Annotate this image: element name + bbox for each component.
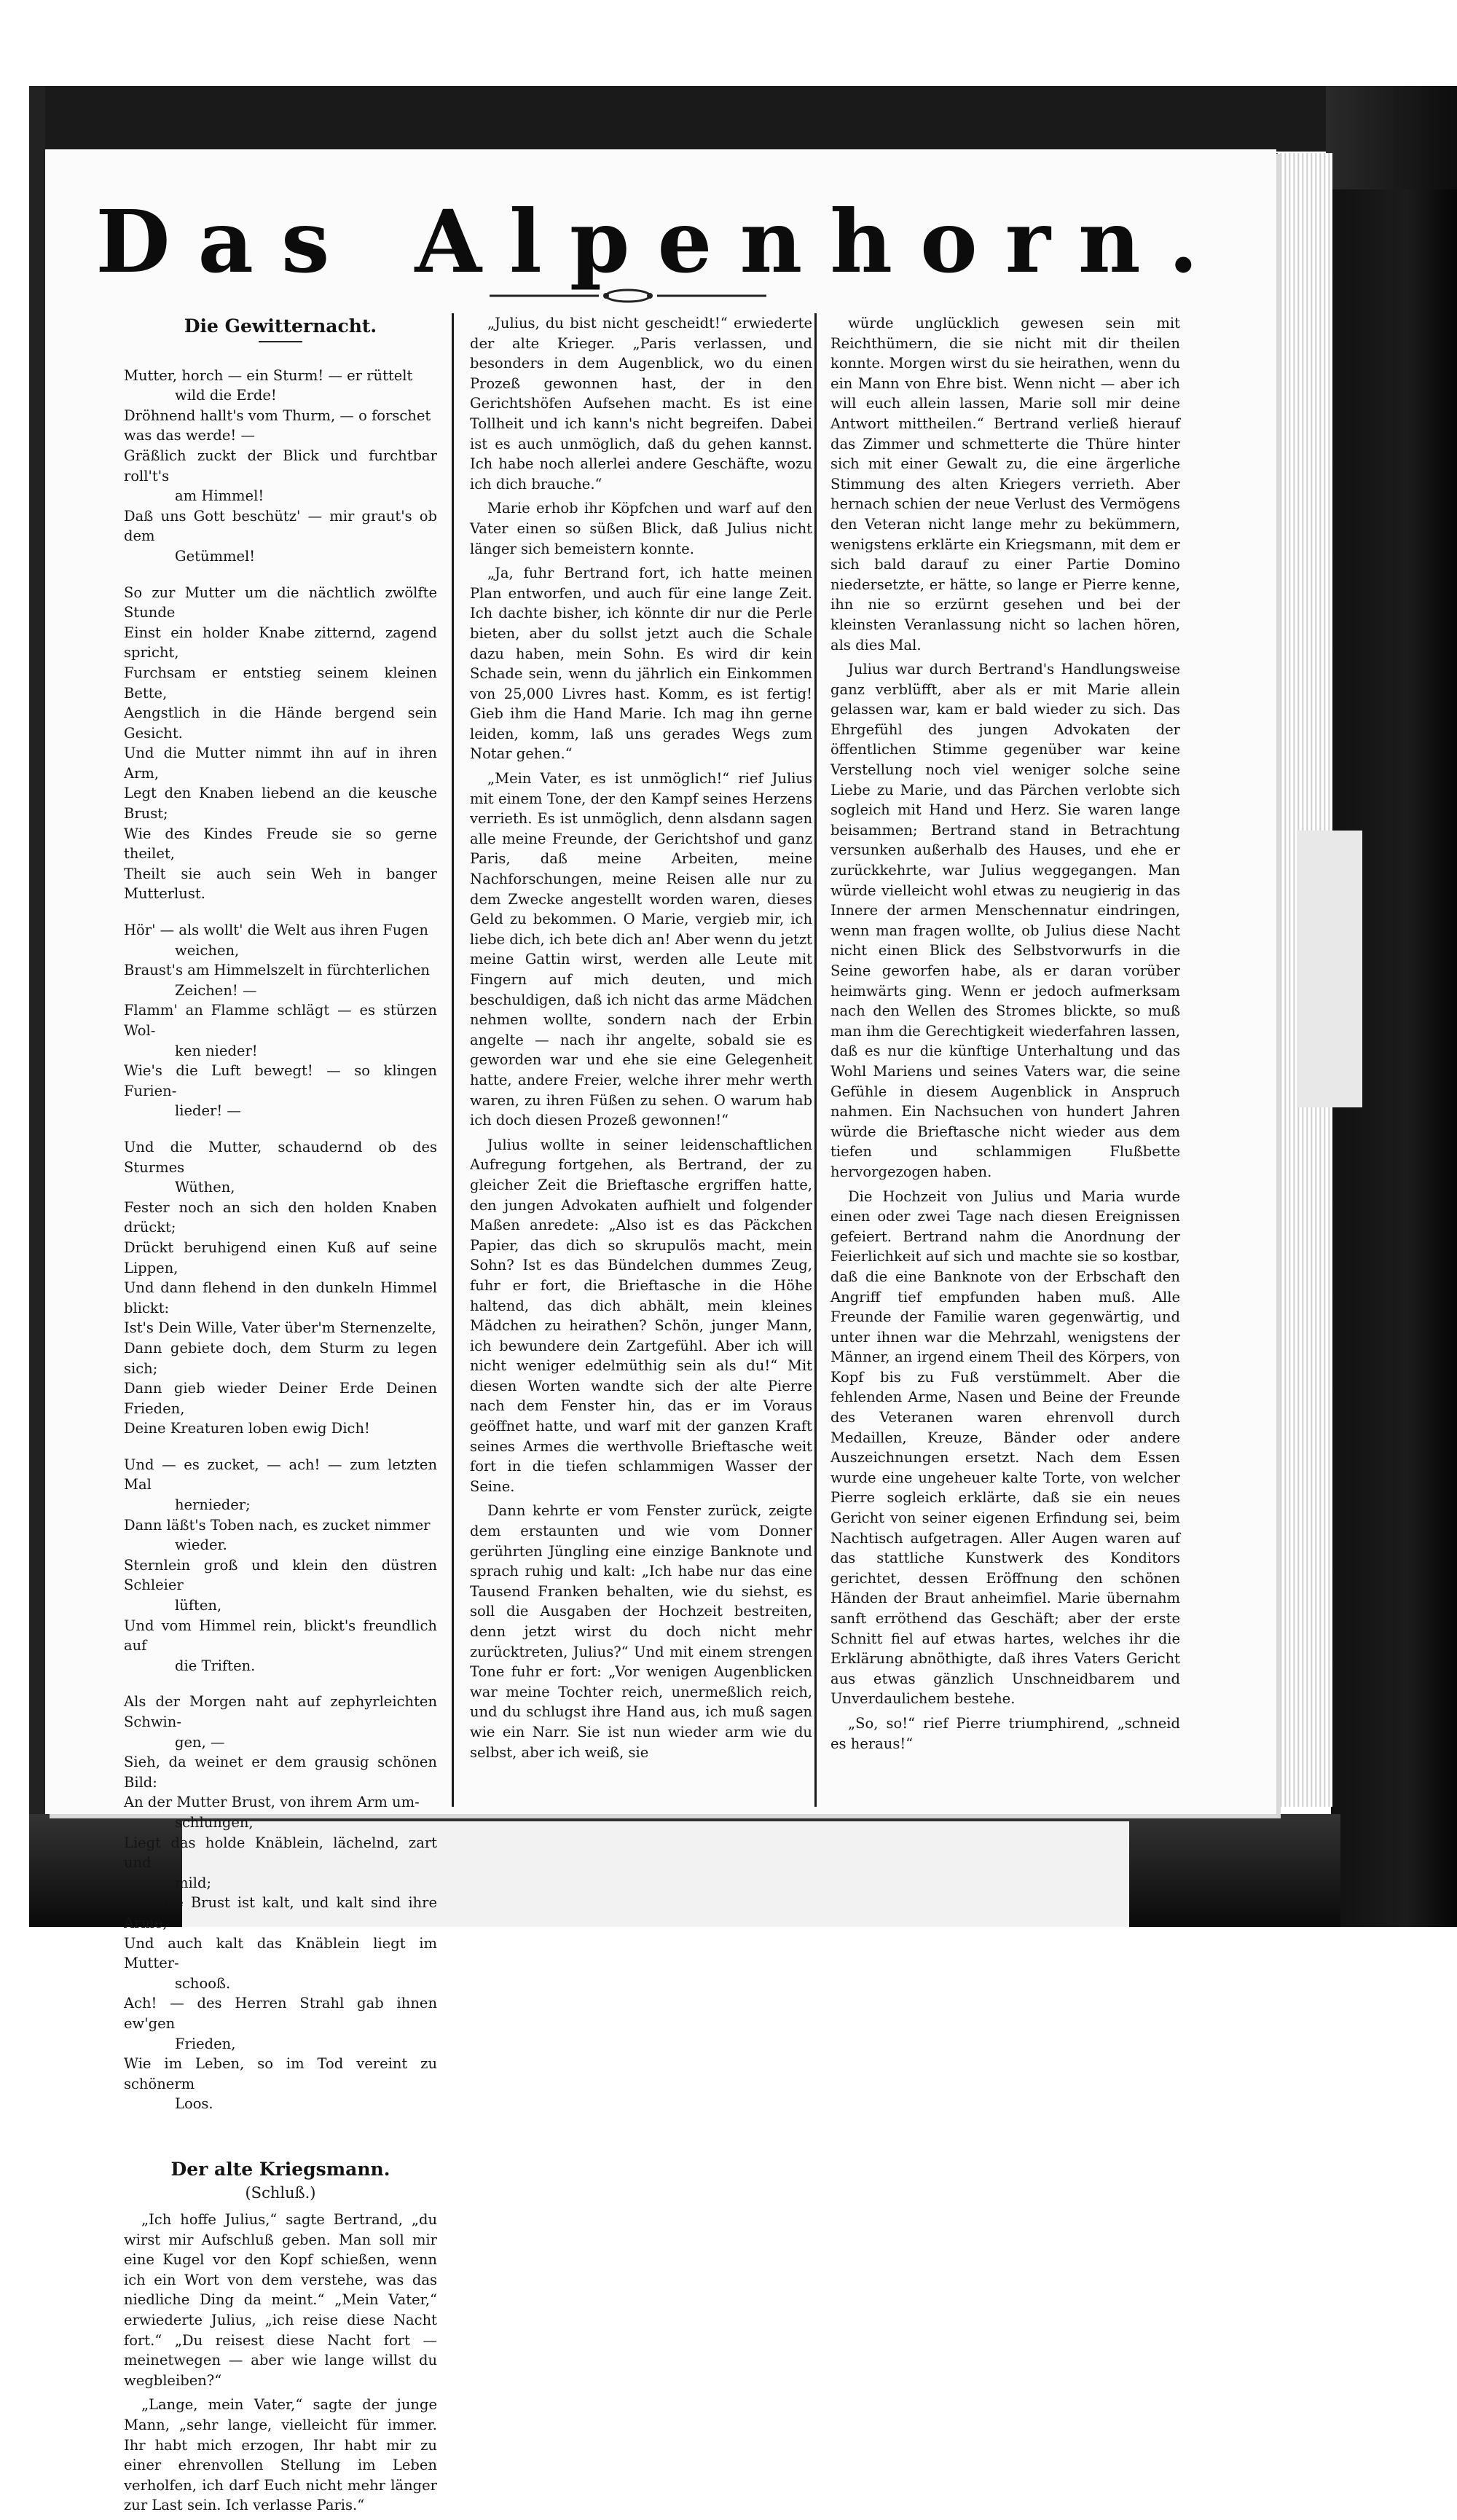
- scan-left-shadow: [29, 86, 45, 1907]
- poem-line: lieder! —: [175, 1102, 241, 1120]
- poem-line: lüften,: [175, 1597, 222, 1614]
- scan-top-shadow: [29, 86, 1326, 152]
- story-part-3: [830, 313, 1180, 1754]
- poem-line: Und — es zucket, — ach! — zum letzten Mal: [124, 1456, 437, 1493]
- column-2: [470, 313, 812, 1767]
- poem-line: am Himmel!: [175, 487, 264, 505]
- poem-line: Zeichen! —: [175, 981, 257, 999]
- poem-line: Und die Mutter nimmt ihn auf in ihren Arm,: [124, 745, 437, 782]
- poem-line: wild die Erde!: [175, 387, 277, 404]
- poem-stanza: [124, 1692, 437, 2113]
- poem-line: Frieden,: [175, 2035, 236, 2052]
- poem-line: wieder.: [175, 1536, 227, 1554]
- poem-stanza: [124, 1137, 437, 1439]
- poem-line: Sieh, da weinet er dem grausig schönen Bild:: [124, 1754, 437, 1791]
- poem-line: ken nieder!: [175, 1042, 258, 1059]
- poem-line: Daß uns Gott beschütz' — mir graut's ob dem: [124, 507, 437, 545]
- masthead-title: Das Alpenhorn.: [95, 191, 1226, 292]
- poem-line: weichen,: [175, 941, 240, 959]
- story-title: Der alte Kriegsmann.: [170, 2158, 390, 2180]
- title-underline: [259, 341, 302, 342]
- poem-line: Liegt das holde Knäblein, lächelnd, zart und: [124, 1834, 437, 1872]
- poem-stanza: [124, 920, 437, 1121]
- story-paragraph: Julius wollte in seiner leidenschaftlichen Aufregung fortgehen, als Bertrand, der zu gleicher Zeit die Brieftasche ergriffen hatte, den jungen Advokaten aufhielt und folgender Maßen anredete: „Also ist es das Päckchen Papier, das dich so skrupulös macht, mein Sohn? Ist es das Bündelchen dummes Zeug, fuhr er fort, die Brieftasche in die Höhe haltend, das dich abhält, mein kleines Mädchen zu heirathen? Schön, junger Mann, ich bewundere dein Zartgefühl. Aber ich will nicht weniger edelmüthig sein als du!“ Mit diesen Worten wandte sich der alte Pierre nach dem Fenster hin, das er im Voraus geöffnet hatte, und warf mit der ganzen Kraft seines Armes die werthvolle Brieftasche weit fort in die tiefen schlammigen Wasser der Seine.: [470, 1136, 812, 1495]
- poem-line: Wie im Leben, so im Tod vereint zu schönerm: [124, 2055, 437, 2092]
- story-paragraph: „Ich hoffe Julius,“ sagte Bertrand, „du wirst mir Aufschluß geben. Man soll mir eine Kugel vor den Kopf schießen, wenn ich ein Wort von dem verstehe, was das niedliche Ding da meint.“ „Mein Vater,“ erwiederte Julius, „ich reise diese Nacht fort.“ „Du reisest diese Nacht fort — meinetwegen — aber wie lange willst du wegbleiben?“: [124, 2211, 437, 2389]
- story-paragraph: „Lange, mein Vater,“ sagte der junge Mann, „sehr lange, vielleicht für immer. Ihr habt mich erzogen, Ihr habt mir zu einer ehrenvollen Stellung im Leben verholfen, ich darf Euch nicht mehr länger zur Last sein. Ich verlasse Paris.“: [124, 2396, 437, 2514]
- poem-stanza: [124, 583, 437, 905]
- poem-line: Dann läßt's Toben nach, es zucket nimmer: [124, 1516, 431, 1534]
- column-1: [124, 313, 437, 2520]
- scan-background: [0, 0, 1457, 91]
- page-clip: [1297, 831, 1362, 1107]
- poem-line: schlungen,: [175, 1813, 254, 1831]
- poem-stanza: [124, 1455, 437, 1676]
- poem-line: Und die Brust ist kalt, und kalt sind ihre Arme,: [124, 1894, 437, 1931]
- poem-line: An der Mutter Brust, von ihrem Arm um-: [124, 1794, 420, 1811]
- poem-line: die Triften.: [175, 1657, 256, 1674]
- poem-stanza: [124, 366, 437, 567]
- poem-line: Getümmel!: [175, 547, 256, 565]
- poem-line: hernieder;: [175, 1496, 251, 1514]
- poem-line: mild;: [175, 1874, 212, 1891]
- poem-line: Wie's die Luft bewegt! — so klingen Furien-: [124, 1062, 437, 1099]
- column-3: [830, 313, 1180, 1758]
- story-subtitle: (Schluß.): [245, 2184, 316, 2202]
- poem-line: Ist's Dein Wille, Vater über'm Sternenzelte,: [124, 1319, 436, 1337]
- poem-line: Und auch kalt das Knäblein liegt im Mutter-: [124, 1934, 437, 1972]
- poem-line: Mutter, horch — ein Sturm! — er rüttelt: [124, 366, 413, 384]
- poem-line: Dann gieb wieder Deiner Erde Deinen Frieden,: [124, 1380, 437, 1417]
- poem-line: Theilt sie auch sein Weh in banger Mutterlust.: [124, 865, 437, 903]
- story-paragraph: Marie erhob ihr Köpfchen und warf auf den Vater einen so süßen Blick, daß Julius nicht länger sich bemeistern konnte.: [470, 500, 812, 557]
- poem-title: Die Gewitternacht.: [184, 315, 377, 337]
- poem-line: Dann gebiete doch, dem Sturm zu legen sich;: [124, 1339, 437, 1377]
- poem-line: Wie des Kindes Freude sie so gerne theilet,: [124, 825, 437, 863]
- poem-body: [124, 366, 437, 2114]
- story-paragraph: Dann kehrte er vom Fenster zurück, zeigte dem erstaunten und wie vom Donner gerührten Jüngling eine einzige Banknote und sprach ruhig und kalt: „Ich habe nur das eine Tausend Franken behalten, wie du siehst, es soll die Ausgaben der Hochzeit bestreiten, denn jetzt wirst du doch nicht mehr zurücktreten, Julius?“ Und mit einem strengen Tone fuhr er fort: „Vor wenigen Augenblicken war meine Tochter reich, unermeßlich reich, und du schlugst ihre Hand aus, ich muß sagen wie ein Narr. Sie ist nun wieder arm wie du selbst, aber ich weiß, sie: [470, 1502, 812, 1761]
- poem-line: Hör' — als wollt' die Welt aus ihren Fugen: [124, 922, 428, 939]
- poem-line: Einst ein holder Knabe zitternd, zagend spricht,: [124, 624, 437, 662]
- poem-line: Gräßlich zuckt der Blick und furchtbar roll't's: [124, 447, 437, 484]
- poem-line: Wüthen,: [175, 1179, 235, 1196]
- poem-line: was das werde! —: [124, 427, 255, 444]
- poem-line: Ach! — des Herren Strahl gab ihnen ew'gen: [124, 1995, 437, 2032]
- poem-line: Braust's am Himmelszelt in fürchterlichen: [124, 962, 430, 979]
- poem-line: Dröhnend hallt's vom Thurm, — o forschet: [124, 407, 431, 424]
- poem-line: Sternlein groß und klein den düstren Schleier: [124, 1556, 437, 1594]
- story-paragraph: „Julius, du bist nicht gescheidt!“ erwiederte der alte Krieger. „Paris verlassen, und besonders in dem Augenblick, wo du einen Prozeß gewonnen hast, der in den Gerichtshöfen Aufsehen macht. Es ist eine Tollheit und ich kann's nicht begreifen. Dabei ist es auch unmöglich, daß du gehen kannst. Ich habe noch allerlei andere Geschäfte, wozu ich dich brauche.“: [470, 315, 812, 492]
- poem-line: Aengstlich in die Hände bergend sein Gesicht.: [124, 704, 437, 742]
- poem-line: Als der Morgen naht auf zephyrleichten Schwin-: [124, 1693, 437, 1730]
- poem-line: Legt den Knaben liebend an die keusche Brust;: [124, 785, 437, 823]
- story-part-1: [124, 2210, 437, 2516]
- column-rule: [814, 313, 817, 1807]
- story-paragraph: „Mein Vater, es ist unmöglich!“ rief Julius mit einem Tone, der den Kampf seines Herzens verrieth. Es ist unmöglich, denn alsdann sagen alle meine Freunde, der Gerichtshof und ganz Paris, daß meine Arbeiten, meine Nachforschungen, meine Reisen alle nur zu dem Zwecke angestellt worden waren, dieses Geld zu bekommen. O Marie, vergieb mir, ich liebe dich, ich bete dich an! Aber wenn du jetzt meine Gattin wirst, werden alle Leute mit Fingern auf mich deuten, und mich beschuldigen, daß ich nicht das arme Mädchen nehmen wollte, sondern nach der Erbin angelte — nach ihr angelte, sobald sie es geworden war und ehe sie eine Gelegenheit hatte, andere Freier, welche ihrer mehr werth waren, zu ihren Füßen zu sehen. O warum hab ich doch diesen Prozeß gewonnen!“: [470, 770, 812, 1129]
- story-paragraph: „Ja, fuhr Bertrand fort, ich hatte meinen Plan entworfen, und auch für eine lange Zeit. Ich dachte bisher, ich könnte dir nur die Perle bieten, aber du sollst jetzt auch die Schale dazu haben, mein Sohn. Es wird dir kein Schade sein, wenn du jährlich ein Einkommen von 25,000 Livres hast. Komm, es ist fertig! Gieb ihm die Hand Marie. Ich mag ihn gerne leiden, komm, laß uns gerades Wegs zum Notar gehen.“: [470, 565, 812, 763]
- ornament-divider-icon: [490, 288, 766, 304]
- story-paragraph: „So, so!“ rief Pierre triumphirend, „schneid es heraus!“: [830, 1714, 1180, 1752]
- poem-line: So zur Mutter um die nächtlich zwölfte Stunde: [124, 584, 437, 621]
- poem-line: Drückt beruhigend einen Kuß auf seine Lippen,: [124, 1239, 437, 1276]
- poem-line: Deine Kreaturen loben ewig Dich!: [124, 1420, 370, 1437]
- story-paragraph: würde unglücklich gewesen sein mit Reichthümern, die sie nicht mit dir theilen konnte. Morgen wirst du sie heirathen, wenn du ein Mann von Ehre bist. Wenn nicht — aber ich will euch allein lassen, Marie soll mir deine Antwort mittheilen.“ Bertrand verließ hierauf das Zimmer und schmetterte die Thüre hinter sich mit einer Gewalt zu, die eine ärgerliche Stimmung des alten Kriegers verrieth. Aber hernach schien der neue Verlust des Vermögens den Veteran nicht lange mehr zu bekümmern, wenigstens erklärte ein Kriegsmann, mit dem er sich bald darauf zu einer Partie Domino niedersetzte, er hätte, so lange er Pierre kenne, ihn nie so erzürnt gesehen und bei der kleinsten Veranlassung nicht so lachen hören, als dies Mal.: [830, 315, 1180, 653]
- poem-line: Und dann flehend in den dunkeln Himmel blickt:: [124, 1279, 437, 1316]
- story-part-2: [470, 313, 812, 1762]
- poem-line: Flamm' an Flamme schlägt — es stürzen Wol-: [124, 1002, 437, 1039]
- poem-line: gen, —: [175, 1733, 225, 1751]
- column-rule: [452, 313, 454, 1807]
- poem-line: Und vom Himmel rein, blickt's freundlich auf: [124, 1617, 437, 1655]
- story-paragraph: Die Hochzeit von Julius und Maria wurde einen oder zwei Tage nach diesen Ereignissen gefeiert. Bertrand nahm die Anordnung der Feierlichkeit auf sich und machte sie so kostbar, daß die eine Banknote von der Erbschaft den Angriff tief empfunden haben muß. Alle Freunde der Familie waren gegenwärtig, und unter ihnen war die Mehrzahl, wenigstens der Männer, an irgend einem Theil des Körpers, von Kopf bis zu Fuß verstümmelt. Aber die fehlenden Arme, Nasen und Beine der Freunde des Veteranen waren ehrenvoll durch Medaillen, Kreuze, Bänder oder andere Auszeichnungen ersetzt. Nach dem Essen wurde eine ungeheuer kalte Torte, von welcher Pierre sogleich erklärte, daß sie ein neues Gericht von seiner eigenen Erfindung sei, beim Nachtisch aufgetragen. Aller Augen waren auf das stattliche Kunstwerk des Konditors gerichtet, dessen Eröffnung den schönen Händen der Braut anheimfiel. Marie übernahm sanft erröthend das Geschäft; aber der erste Schnitt fiel auf etwas hartes, welches ihr die Erklärung abnöthigte, daß ihres Vaters Gericht aus etwas gänzlich Unschneidbarem und Unverdaulichem bestehe.: [830, 1188, 1180, 1708]
- poem-line: Und die Mutter, schaudernd ob des Sturmes: [124, 1138, 437, 1176]
- story-paragraph: Julius war durch Bertrand's Handlungsweise ganz verblüfft, aber als er mit Marie allein gelassen war, kam er bald wieder zu sich. Das Ehrgefühl des jungen Advokaten der öffentlichen Stimme gegenüber war keine Verstellung noch viel weniger solche seine Liebe zu Marie, und das Pärchen verlobte sich sogleich mit Hand und Herz. Sie waren lange beisammen; Bertrand stand in Betrachtung versunken außerhalb des Hauses, und ehe er zurückkehrte, war Julius weggegangen. Man würde vielleicht wohl etwas zu neugierig in das Innere der armen Menschennatur eindringen, wenn man fragen wollte, ob Julius diese Nacht nicht einen Blick des Selbstvorwurfs in die Seine geworfen habe, als er daran vorüber heimwärts ging. Wenn er jedoch aufmerksam nach den Wellen des Stromes blickte, so muß man ihm die Gerechtigkeit wiederfahren lassen, daß es nur die künftige Unterhaltung und das Wohl Mariens und seines Vaters war, die seine Gefühle in diesem Augenblick in Anspruch nahmen. Ein Nachsuchen von hundert Jahren würde die Brieftasche nicht wieder aus dem tiefen und schlammigen Flußbette hervorgezogen haben.: [830, 661, 1180, 1180]
- poem-line: schooß.: [175, 1974, 231, 1992]
- poem-line: Furchsam er entstieg seinem kleinen Bette,: [124, 664, 437, 702]
- poem-line: Loos.: [175, 2095, 213, 2113]
- poem-line: Fester noch an sich den holden Knaben drückt;: [124, 1198, 437, 1236]
